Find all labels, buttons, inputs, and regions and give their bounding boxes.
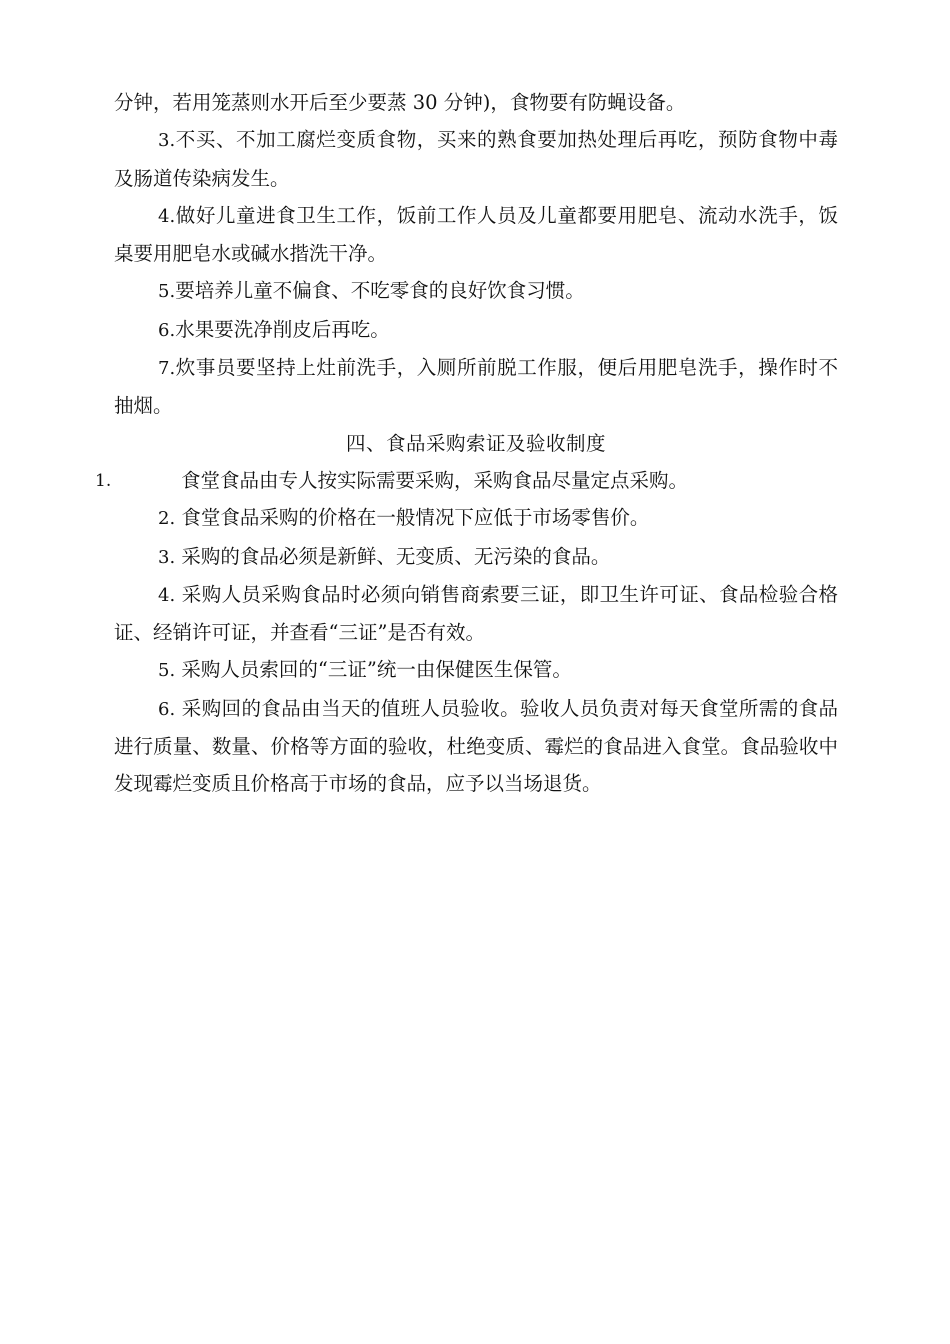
- item-text: 水果要洗净削皮后再吃。: [175, 317, 390, 341]
- procurement-item-5: [114, 651, 838, 689]
- item-number: 6.: [158, 319, 176, 341]
- item-number: 7.: [158, 358, 176, 380]
- item-number: 5.: [158, 281, 176, 303]
- section-heading: 四、食品采购索证及验收制度: [345, 431, 606, 455]
- item-number: 3.: [158, 130, 176, 152]
- procurement-item-4: [114, 576, 838, 652]
- item-text: 采购的食品必须是新鲜、无变质、无污染的食品。: [181, 544, 611, 568]
- continuation-paragraph: 分钟，若用笼蒸则水开后至少要蒸 30 分钟)，食物要有防蝇设备。: [114, 91, 686, 114]
- hygiene-item-5: [114, 272, 838, 310]
- procurement-item-1: [95, 462, 838, 499]
- item-text: 采购人员采购食品时必须向销售商索要三证，即卫生许可证、食品检验合格证、经销许可证，并查看“三证”是否有效。: [114, 582, 838, 645]
- procurement-item-6: [114, 690, 838, 803]
- procurement-item-3: [114, 538, 838, 576]
- item-text: 食堂食品由专人按实际需要采购，采购食品尽量定点采购。: [181, 468, 689, 492]
- item-text: 采购人员索回的“三证”统一由保健医生保管。: [181, 658, 572, 682]
- hygiene-item-4: [114, 197, 838, 273]
- hygiene-item-6: [114, 311, 838, 349]
- document-body: [95, 84, 838, 803]
- item-number: 3.: [158, 546, 176, 568]
- item-number: 1.: [95, 470, 112, 491]
- item-text: 不买、不加工腐烂变质食物，买来的熟食要加热处理后再吃，预防食物中毒及肠道传染病发生。: [114, 128, 838, 190]
- item-text: 做好儿童进食卫生工作，饭前工作人员及儿童都要用肥皂、流动水洗手，饭桌要用肥皂水或碱水揩洗干净。: [114, 203, 838, 266]
- item-text: 食堂食品采购的价格在一般情况下应低于市场零售价。: [181, 506, 650, 530]
- item-text: 炊事员要坚持上灶前洗手，入厕所前脱工作服，便后用肥皂洗手，操作时不抽烟。: [114, 356, 838, 418]
- item-number: 6.: [158, 698, 176, 720]
- item-text: 采购回的食品由当天的值班人员验收。验收人员负责对每天食堂所需的食品进行质量、数量、价格等方面的验收，杜绝变质、霉烂的食品进入食堂。食品验收中发现霉烂变质且价格高于市场的食品，应予以当场退货。: [114, 696, 838, 796]
- item-number: 4.: [158, 205, 176, 227]
- item-number: 2.: [158, 508, 176, 530]
- item-number: 4.: [158, 584, 176, 606]
- hygiene-item-7: [114, 349, 838, 425]
- hygiene-item-3: [114, 121, 838, 197]
- item-number: 5.: [158, 660, 176, 682]
- procurement-item-2: [114, 499, 838, 537]
- item-text: 要培养儿童不偏食、不吃零食的良好饮食习惯。: [175, 279, 585, 303]
